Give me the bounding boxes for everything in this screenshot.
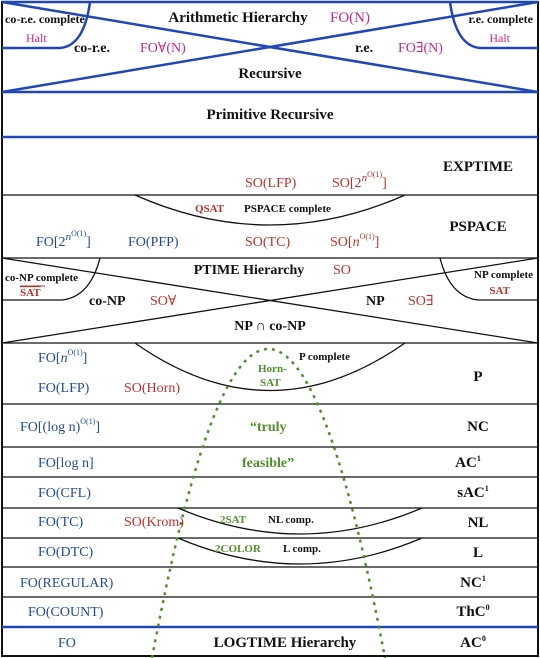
so-n-label: $SO[n^{O(1)}]$ [330,232,380,250]
thc0-label: ThC$^0$ [456,603,490,620]
2sat-label: 2SAT [220,514,247,526]
ptime-hierarchy-label: PTIME Hierarchy [193,263,305,278]
pspace-complete-label: PSPACE complete [244,203,331,215]
p-label: P [473,369,483,385]
top-blue-lines [2,2,538,627]
fo-log-poly-label: FO[(log n)$^{O(1)}$] [20,417,101,435]
primitive-recursive-label: Primitive Recursive [206,107,334,123]
fo-cfl-label: FO(CFL) [38,486,91,501]
fo-forall-n-label: FO∀(N) [140,41,186,56]
so-tc-label: SO(TC) [245,235,291,250]
fo-count-label: FO(COUNT) [28,605,104,620]
so-label: SO [333,263,351,278]
fo-pfp-label: FO(PFP) [128,235,179,250]
sac1-label: sAC$^1$ [457,484,489,501]
co-re-label: co-r.e. [74,41,111,56]
nc-label: NC [467,419,489,435]
ac0-label: $AC^0$ [460,634,486,651]
fo-label: FO [58,636,76,651]
so-2n-label: $SO[2^{nO(1)}]$ [332,170,387,191]
fo-n-poly-label: $FO[n^{O(1)}]$ [38,348,88,366]
so-forall-label: SO∀ [150,294,177,309]
np-complete-label: NP complete [474,269,533,281]
re-complete-label: r.e. complete [468,12,533,26]
arithmetic-hierarchy-label: Arithmetic Hierarchy [168,10,308,26]
fo-exists-n-label: FO∃(N) [398,41,443,56]
qsat-label: QSAT [195,203,225,215]
exptime-label: EXPTIME [442,159,514,175]
2color-label: 2COLOR [215,543,261,555]
co-np-complete-label: co-NP complete [5,272,78,284]
truly-feasible-curve [152,349,385,658]
co-re-complete-label: co-r.e. complete [5,12,85,26]
co-np-label: co-NP [89,294,126,309]
nc1-label: $NC^1$ [460,574,486,591]
fo-regular-label: FO(REGULAR) [20,576,114,591]
l-label: L [472,545,484,561]
halt-right-label: Halt [489,31,510,45]
horn-sat-label: SAT [260,377,281,389]
fo-n-label: FO(N) [330,10,370,26]
np-cap-conp-label: NP ∩ co-NP [234,319,306,334]
sat-label: SAT [489,285,510,297]
fo-tc-label: FO(TC) [38,515,84,530]
fo-lfp-label: FO(LFP) [38,381,90,396]
pspace-label: PSPACE [449,219,507,235]
horn-label: Horn- [258,363,287,375]
fo-2n-label: $FO[2^{nO(1)}]$ [36,229,91,250]
re-label: r.e. [355,41,374,56]
so-krom-label: SO(Krom) [124,515,184,530]
nl-complete-label: NL comp. [268,514,314,526]
so-exists-label: SO∃ [408,294,434,309]
feasible-label: feasible” [242,456,295,471]
halt-left-label: Halt [26,31,47,45]
sat-bar-label: SAT [20,287,41,299]
ac1-label: $AC^1$ [455,454,481,471]
recursive-label: Recursive [238,66,302,82]
truly-label: “truly [250,420,287,435]
black-lines [2,195,538,597]
fo-log-label: FO[log n] [38,456,94,471]
p-complete-label: P complete [299,351,351,363]
so-horn-label: SO(Horn) [124,381,180,396]
np-label: NP [366,294,385,309]
nl-label: NL [467,515,489,531]
fo-dtc-label: FO(DTC) [38,545,94,560]
l-complete-label: L comp. [283,543,321,555]
logtime-hierarchy-label: LOGTIME Hierarchy [213,635,357,651]
so-lfp-label: SO(LFP) [245,176,297,191]
